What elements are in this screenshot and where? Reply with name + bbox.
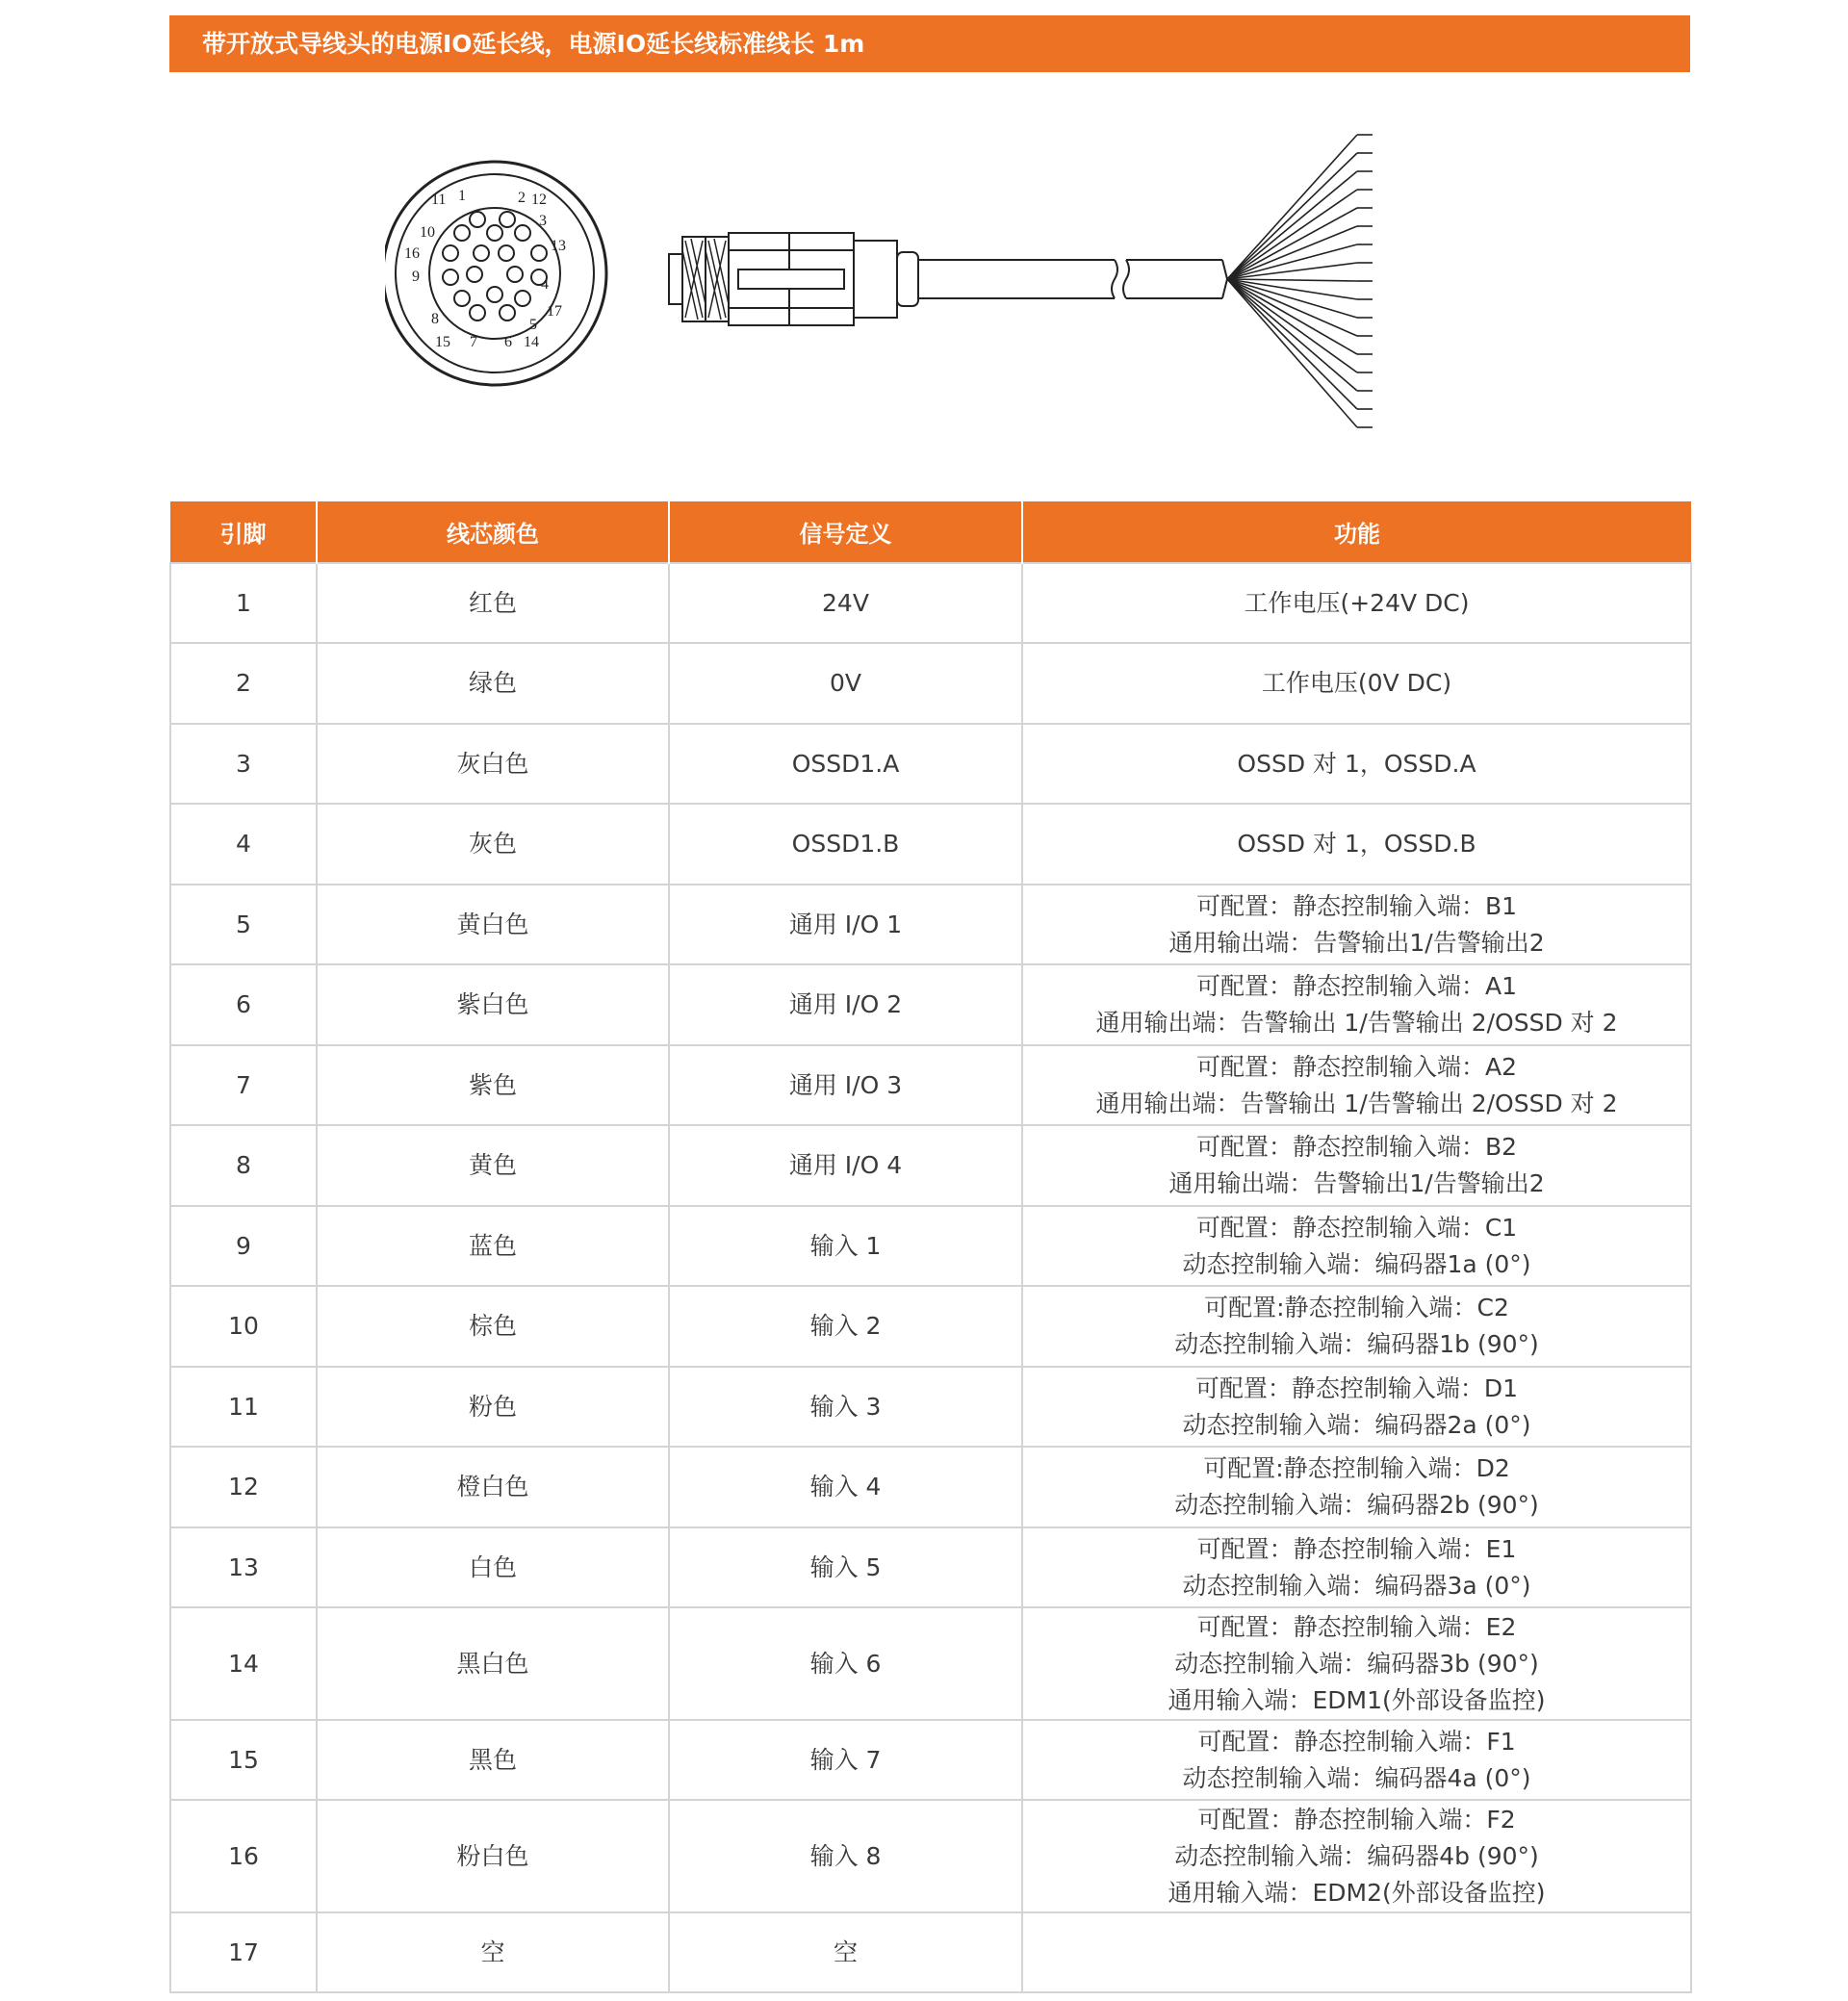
function-line: 动态控制输入端：编码器1a (0°) — [1182, 1249, 1531, 1278]
table-row — [170, 1607, 1691, 1720]
connector-diagram — [385, 115, 1444, 443]
connector-drawing — [385, 115, 1444, 443]
pin-definition-table — [169, 501, 1692, 1993]
function-line: 动态控制输入端：编码器2a (0°) — [1182, 1410, 1531, 1439]
pin-hole — [454, 225, 470, 241]
function-cell — [1022, 1800, 1691, 1912]
signal-cell: 输入 6 — [669, 1607, 1022, 1720]
pin-cell: 1 — [170, 563, 317, 643]
pin-label: 17 — [547, 303, 562, 320]
wire-lead — [1227, 135, 1357, 279]
function-cell — [1022, 1720, 1691, 1800]
table-row — [170, 1125, 1691, 1206]
pin-cell: 2 — [170, 643, 317, 724]
pin-cell: 17 — [170, 1912, 317, 1992]
signal-cell: 输入 3 — [669, 1367, 1022, 1447]
table-row — [170, 804, 1691, 885]
wire-color-cell: 紫色 — [317, 1045, 669, 1125]
pin-label: 3 — [539, 213, 547, 229]
pin-holes — [443, 212, 547, 321]
table-row — [170, 1720, 1691, 1800]
table-row — [170, 885, 1691, 964]
wire-lead — [1227, 244, 1357, 279]
table-row — [170, 1447, 1691, 1527]
wire-color-cell: 紫白色 — [317, 964, 669, 1045]
function-line: 动态控制输入端：编码器3b (90°) — [1174, 1649, 1539, 1678]
signal-cell: OSSD1.A — [669, 724, 1022, 804]
wire-color-cell: 黄白色 — [317, 885, 669, 964]
signal-cell: 输入 1 — [669, 1206, 1022, 1286]
wire-lead — [1227, 171, 1357, 279]
wire-color-cell: 黄色 — [317, 1125, 669, 1206]
function-line: 可配置：静态控制输入端：D1 — [1194, 1373, 1519, 1402]
signal-cell: 通用 I/O 3 — [669, 1045, 1022, 1125]
pin-label: 10 — [420, 224, 435, 241]
pin-hole — [515, 225, 530, 241]
pin-hole — [499, 245, 514, 261]
function-cell — [1022, 804, 1691, 885]
pin-label: 4 — [541, 276, 549, 293]
pin-cell: 13 — [170, 1527, 317, 1607]
pin-hole — [515, 291, 530, 306]
function-line: 可配置：静态控制输入端：A2 — [1195, 1052, 1517, 1081]
function-line: 通用输入端：EDM2(外部设备监控) — [1168, 1878, 1546, 1907]
wire-color-cell: 黑色 — [317, 1720, 669, 1800]
wire-lead — [1227, 279, 1357, 354]
table-row — [170, 724, 1691, 804]
function-cell — [1022, 1367, 1691, 1447]
pin-cell: 3 — [170, 724, 317, 804]
pin-hole — [474, 245, 489, 261]
pin-cell: 8 — [170, 1125, 317, 1206]
wire-color-cell: 灰白色 — [317, 724, 669, 804]
table-row — [170, 1286, 1691, 1367]
wire-lead — [1227, 208, 1357, 279]
wire-color-cell: 空 — [317, 1912, 669, 1992]
table-row — [170, 1206, 1691, 1286]
signal-cell: 输入 7 — [669, 1720, 1022, 1800]
pin-hole — [443, 245, 458, 261]
pin-label: 2 — [518, 190, 526, 206]
pin-label: 5 — [529, 317, 537, 333]
table-row — [170, 1527, 1691, 1607]
pin-cell: 14 — [170, 1607, 317, 1720]
pin-hole — [443, 269, 458, 285]
pin-hole — [487, 287, 502, 302]
pin-hole — [531, 245, 547, 261]
pin-hole — [487, 225, 502, 241]
pin-label: 14 — [524, 334, 539, 350]
table-row — [170, 1367, 1691, 1447]
function-line: 可配置：静态控制输入端：E2 — [1196, 1612, 1517, 1641]
function-cell — [1022, 724, 1691, 804]
pin-hole — [500, 212, 515, 227]
function-cell — [1022, 964, 1691, 1045]
function-line: 通用输出端：告警输出 1/告警输出 2/OSSD 对 2 — [1095, 1089, 1618, 1117]
pin-cell: 5 — [170, 885, 317, 964]
pin-cell: 15 — [170, 1720, 317, 1800]
wire-color-cell: 灰色 — [317, 804, 669, 885]
wire-lead — [1227, 279, 1357, 427]
pin-label: 6 — [504, 334, 512, 350]
function-cell — [1022, 563, 1691, 643]
table-header-row — [170, 501, 1691, 563]
function-line: 通用输出端：告警输出1/告警输出2 — [1168, 1169, 1545, 1197]
function-line: 可配置：静态控制输入端：F2 — [1197, 1805, 1516, 1834]
function-line: 通用输出端：告警输出 1/告警输出 2/OSSD 对 2 — [1095, 1009, 1618, 1037]
function-line: 可配置：静态控制输入端：C1 — [1195, 1213, 1518, 1242]
wire-color-cell: 绿色 — [317, 643, 669, 724]
function-line: 动态控制输入端：编码器4a (0°) — [1182, 1763, 1531, 1792]
table-row — [170, 964, 1691, 1045]
pin-label: 9 — [412, 269, 420, 285]
function-line: 可配置：静态控制输入端：B2 — [1195, 1133, 1518, 1161]
page-title: 带开放式导线头的电源IO延长线，电源IO延长线标准线长 1m — [169, 15, 1690, 72]
function-cell — [1022, 1125, 1691, 1206]
signal-cell: 0V — [669, 643, 1022, 724]
function-line: 动态控制输入端：编码器3a (0°) — [1182, 1571, 1531, 1600]
wire-color-cell: 橙白色 — [317, 1447, 669, 1527]
signal-cell: 通用 I/O 4 — [669, 1125, 1022, 1206]
function-line: OSSD 对 1，OSSD.A — [1237, 749, 1476, 778]
function-line: OSSD 对 1，OSSD.B — [1237, 830, 1476, 858]
function-line: 可配置：静态控制输入端：F1 — [1197, 1727, 1516, 1756]
wire-color-cell: 黑白色 — [317, 1607, 669, 1720]
pin-cell: 12 — [170, 1447, 317, 1527]
function-line: 可配置:静态控制输入端：D2 — [1203, 1454, 1510, 1482]
pin-label: 16 — [404, 245, 420, 262]
signal-cell: 通用 I/O 1 — [669, 885, 1022, 964]
function-cell — [1022, 643, 1691, 724]
function-cell — [1022, 1527, 1691, 1607]
pin-label: 7 — [470, 334, 477, 350]
pin-cell: 9 — [170, 1206, 317, 1286]
signal-cell: 空 — [669, 1912, 1022, 1992]
wire-color-cell: 粉白色 — [317, 1800, 669, 1912]
pin-cell: 6 — [170, 964, 317, 1045]
signal-cell: 输入 2 — [669, 1286, 1022, 1367]
function-line: 可配置：静态控制输入端：B1 — [1195, 891, 1518, 920]
function-line: 动态控制输入端：编码器1b (90°) — [1174, 1330, 1539, 1358]
function-cell — [1022, 1286, 1691, 1367]
function-line: 可配置:静态控制输入端：C2 — [1204, 1294, 1509, 1321]
signal-cell: 通用 I/O 2 — [669, 964, 1022, 1045]
wire-lead — [1227, 279, 1357, 336]
signal-cell: 输入 5 — [669, 1527, 1022, 1607]
wire-lead — [1227, 279, 1357, 372]
table-row — [170, 563, 1691, 643]
pin-hole — [454, 291, 470, 306]
pin-label: 8 — [431, 311, 439, 327]
function-cell — [1022, 1447, 1691, 1527]
wire-color-cell: 粉色 — [317, 1367, 669, 1447]
function-line: 可配置：静态控制输入端：A1 — [1195, 972, 1517, 1000]
header-signal: 信号定义 — [669, 501, 1022, 563]
function-line: 工作电压(+24V DC) — [1244, 588, 1470, 617]
pin-cell: 16 — [170, 1800, 317, 1912]
table-body — [170, 563, 1691, 1992]
function-line: 通用输入端：EDM1(外部设备监控) — [1168, 1685, 1546, 1714]
wire-color-cell: 棕色 — [317, 1286, 669, 1367]
wire-color-cell: 蓝色 — [317, 1206, 669, 1286]
function-line: 通用输出端：告警输出1/告警输出2 — [1168, 928, 1545, 957]
pin-hole — [470, 212, 485, 227]
function-cell — [1022, 1206, 1691, 1286]
pin-label: 11 — [431, 192, 447, 208]
function-line: 动态控制输入端：编码器4b (90°) — [1174, 1841, 1539, 1870]
table-row — [170, 1912, 1691, 1992]
pin-label: 1 — [458, 188, 466, 204]
pin-cell: 10 — [170, 1286, 317, 1367]
function-line: 动态控制输入端：编码器2b (90°) — [1174, 1491, 1539, 1519]
function-cell — [1022, 1912, 1691, 1992]
header-function: 功能 — [1022, 501, 1691, 563]
signal-cell: 输入 8 — [669, 1800, 1022, 1912]
pin-hole — [507, 267, 523, 282]
wire-lead — [1227, 279, 1357, 281]
function-line: 可配置：静态控制输入端：E1 — [1196, 1534, 1517, 1563]
signal-cell: OSSD1.B — [669, 804, 1022, 885]
wire-color-cell: 白色 — [317, 1527, 669, 1607]
header-wire-color: 线芯颜色 — [317, 501, 669, 563]
signal-cell: 24V — [669, 563, 1022, 643]
table-row — [170, 1800, 1691, 1912]
pin-label: 13 — [551, 238, 566, 254]
pin-cell: 7 — [170, 1045, 317, 1125]
pin-label: 12 — [531, 192, 547, 208]
signal-cell: 输入 4 — [669, 1447, 1022, 1527]
function-cell — [1022, 1607, 1691, 1720]
pin-hole — [467, 267, 482, 282]
pin-label: 15 — [435, 334, 450, 350]
wire-lead — [1227, 153, 1357, 279]
header-pin: 引脚 — [170, 501, 317, 563]
table-row — [170, 1045, 1691, 1125]
pin-hole — [470, 305, 485, 321]
function-cell — [1022, 885, 1691, 964]
pin-cell: 4 — [170, 804, 317, 885]
wire-color-cell: 红色 — [317, 563, 669, 643]
function-line: 工作电压(0V DC) — [1261, 669, 1452, 697]
table-row — [170, 643, 1691, 724]
pin-cell: 11 — [170, 1367, 317, 1447]
function-cell — [1022, 1045, 1691, 1125]
pin-hole — [500, 305, 515, 321]
